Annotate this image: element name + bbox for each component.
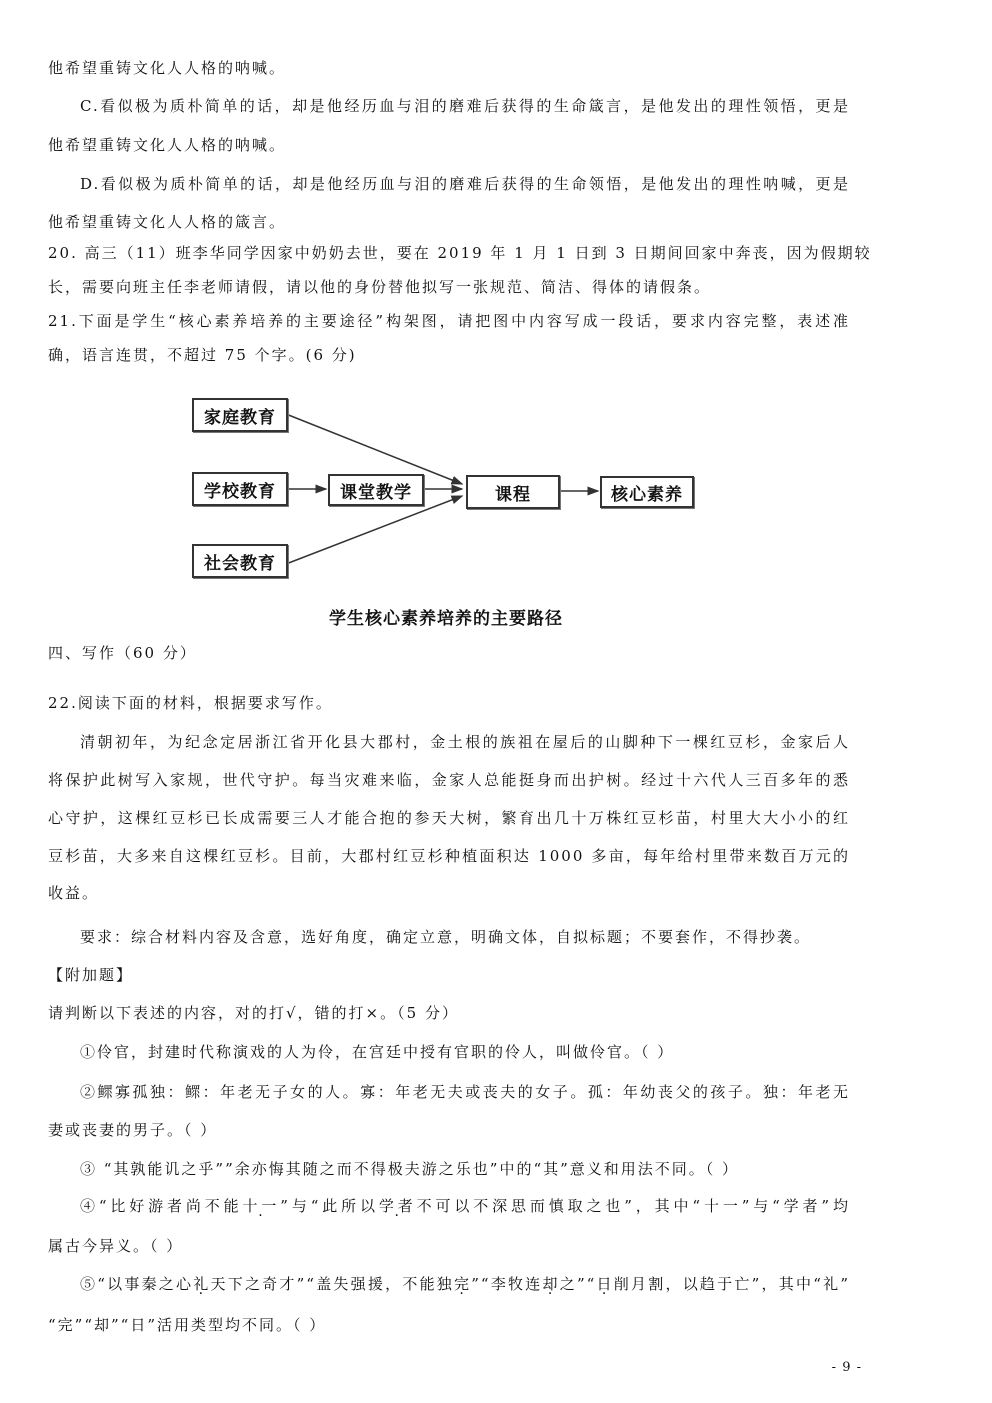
item-3: ③ “其孰能讥之乎””余亦悔其随之而不得极夫游之乐也”中的“其”意义和用法不同。（ ） xyxy=(80,1160,740,1178)
question-22: 22.阅读下面的材料，根据要求写作。 xyxy=(48,694,333,712)
item-1: ①伶官，封建时代称演戏的人为伶，在宫廷中授有官职的伶人，叫做伶官。（ ） xyxy=(80,1043,675,1061)
material-line: 收益。 xyxy=(48,884,100,902)
text-line: 属古今异义。（ ） xyxy=(48,1237,184,1255)
material-line: 清朝初年，为纪念定居浙江省开化县大郡村，金土根的族祖在屋后的山脚种下一棵红豆杉，金家后人 xyxy=(80,733,850,751)
box-classroom-teaching: 课堂教学 xyxy=(328,474,424,506)
dotted-text: 学者 xyxy=(378,1197,417,1215)
diagram-caption: 学生核心素养培养的主要路径 xyxy=(329,609,563,629)
text: 之”“ xyxy=(559,1275,597,1293)
dotted-text: 却 xyxy=(542,1275,560,1293)
item-4 xyxy=(80,1195,850,1217)
text-line: 长，需要向班主任李老师请假，请以他的身份替他拟写一张规范、简洁、得体的请假条。 xyxy=(48,278,712,296)
box-core-literacy: 核心素养 xyxy=(600,476,694,508)
question-21: 21.下面是学生“核心素养培养的主要途径”构架图，请把图中内容写成一段话，要求内容完整，表述准 xyxy=(48,312,850,330)
item-5 xyxy=(80,1273,850,1295)
option-c: C.看似极为质朴简单的话，却是他经历血与泪的磨难后获得的生命箴言，是他发出的理性领悟，更是 xyxy=(80,97,850,115)
text-line: “完”“却”“日”活用类型均不同。（ ） xyxy=(48,1316,327,1334)
text-line: 确，语言连贯，不超过 75 个字。(6 分) xyxy=(48,346,357,364)
box-school-education: 学校教育 xyxy=(192,472,288,506)
box-course: 课程 xyxy=(466,475,560,509)
text: ”“李牧连 xyxy=(471,1275,543,1293)
box-family-education: 家庭教育 xyxy=(192,398,288,432)
text-line: 他希望重铸文化人人格的呐喊。 xyxy=(48,59,287,77)
text-line: 他希望重铸文化人人格的箴言。 xyxy=(48,213,287,231)
material-line: 心守护，这棵红豆杉已长成需要三人才能合抱的参天大树，繁育出几十万株红豆杉苗，村里大大小小的红 xyxy=(48,809,850,827)
text-line: 他希望重铸文化人人格的呐喊。 xyxy=(48,136,287,154)
text: 不可以不深思而慎取之也”，其中“十一”与“学者”均 xyxy=(416,1197,850,1215)
text-line: 妻或丧妻的男子。（ ） xyxy=(48,1121,218,1139)
flow-diagram xyxy=(186,392,706,642)
item-2: ②鳏寡孤独：鳏：年老无子女的人。寡：年老无夫或丧夫的女子。孤：年幼丧父的孩子。独：年老无 xyxy=(80,1083,850,1101)
box-society-education: 社会教育 xyxy=(192,544,288,578)
text: ⑤“以事秦之心 xyxy=(80,1275,194,1293)
text: ④“比好游者尚不能 xyxy=(80,1197,243,1215)
text: 天下之奇才”“盖失强援，不能独 xyxy=(210,1275,455,1293)
material-line: 豆杉苗，大多来自这棵红豆杉。目前，大郡村红豆杉种植面积达 1000 多亩，每年给村里带来数百万元的 xyxy=(48,847,850,865)
material-line: 将保护此树写入家规，世代守护。每当灾难来临，金家人总能挺身而出护树。经过十六代人三百多年的悉 xyxy=(48,771,850,789)
arrow-society-course xyxy=(286,496,462,564)
dotted-text: 完 xyxy=(454,1275,472,1293)
text: 削月割，以趋于亡”，其中“礼” xyxy=(613,1275,850,1293)
question-20: 20. 高三（11）班李华同学因家中奶奶去世，要在 2019 年 1 月 1 日到 3 日期间回家中奔丧，因为假期较 xyxy=(48,244,872,262)
requirement: 要求：综合材料内容及含意，选好角度，确定立意，明确文体，自拟标题；不要套作，不得抄袭。 xyxy=(80,928,812,946)
section-heading: 四、写作（60 分） xyxy=(48,644,197,662)
bonus-heading: 【附加题】 xyxy=(48,966,134,984)
option-d: D.看似极为质朴简单的话，却是他经历血与泪的磨难后获得的生命领悟，是他发出的理性呐喊，更是 xyxy=(80,175,850,193)
dotted-text: 礼 xyxy=(193,1275,211,1293)
judge-instruction: 请判断以下表述的内容，对的打√，错的打×。（5 分） xyxy=(48,1004,459,1022)
dotted-text: 日 xyxy=(596,1275,614,1293)
page-number: - 9 - xyxy=(831,1360,862,1375)
dotted-text: 十一 xyxy=(242,1197,281,1215)
text: ”与“此所以 xyxy=(280,1197,379,1215)
